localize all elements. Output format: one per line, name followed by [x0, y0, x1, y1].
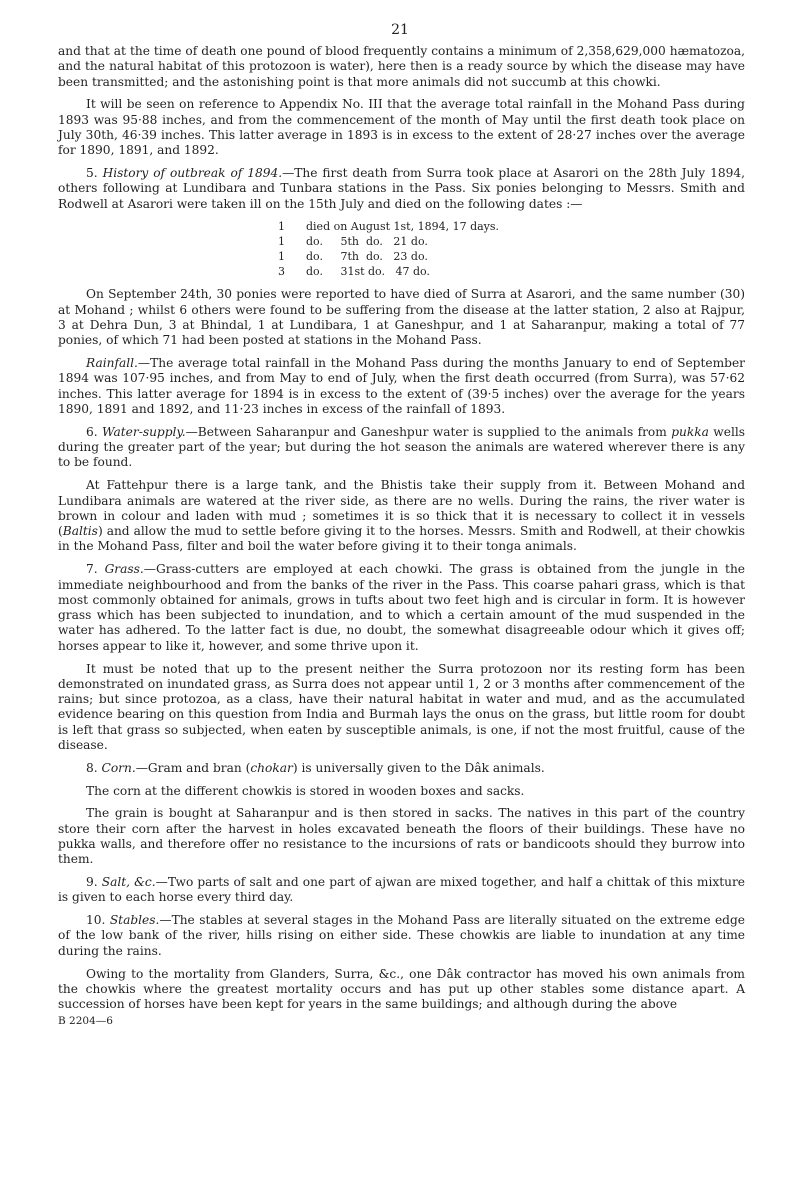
paragraph: It will be seen on reference to Appendix No. III that the average total rainfall in the Mohand Pass during 1893 was 95·88 inches, and from the commencement of the month of May until the first death took place on July 30th, 46·39 inches. This latter average in 1893 is in excess to the extent of 28·27 inches over the average for 1890, 1891, and 1892.	[58, 97, 745, 158]
section-heading: Corn.	[101, 760, 136, 775]
term-chokar: chokar	[250, 760, 293, 775]
deaths-detail: do. 7th do. 23 do.	[306, 250, 428, 264]
deaths-row	[278, 264, 745, 279]
term-pukka: pukka	[671, 424, 709, 439]
deaths-detail: do. 31st do. 47 do.	[306, 265, 430, 279]
deaths-table	[278, 219, 745, 279]
section-text: —The stables at several stages in the Mohand Pass are literally situated on the extreme edge of the low bank of the river, hills rising on either side. These chowkis are liable to inundation at any time during the rains.	[58, 913, 745, 958]
term-baltis: Baltis	[62, 524, 98, 539]
section-water-supply	[58, 425, 745, 471]
deaths-count: 1	[278, 250, 285, 264]
section-number: 10.	[86, 913, 106, 928]
section-corn	[58, 761, 745, 776]
section-text: —Between Saharanpur and Ganeshpur water is supplied to the animals from	[185, 424, 672, 439]
paragraph: On September 24th, 30 ponies were reported to have died of Surra at Asarori, and the same number (30) at Mohand ; whilst 6 others were found to be suffering from the disease at the latter station, 2 also at Rajpur, 3 at Dehra Dun, 3 at Bhindal, 1 at Lundibara, 1 at Ganeshpur, and 1 at Saharanpur, making a total of 77 ponies, of which 71 had been posted at stations in the Mohand Pass.	[58, 287, 745, 348]
paragraph: It must be noted that up to the present neither the Surra protozoon nor its resting form has been demonstrated on inundated grass, as Surra does not appear until 1, 2 or 3 months after commencement of the rains; but since protozoa, as a class, have their natural habitat in water and mud, and as the accumulated evidence bearing on this question from India and Burmah lays the onus on the grass, but little room for doubt is left that grass so subjected, when eaten by susceptible animals, is one, if not the most fruitful, cause of the disease.	[58, 661, 745, 752]
section-rainfall	[58, 356, 745, 417]
section-text: —Gram and bran (	[135, 760, 251, 775]
section-grass	[58, 562, 745, 654]
section-heading: Water-supply.	[102, 424, 186, 439]
deaths-detail: do. 5th do. 21 do.	[306, 235, 428, 249]
section-number: 8.	[86, 760, 98, 775]
page-number: 21	[391, 22, 409, 38]
paragraph: Owing to the mortality from Glanders, Surra, &c., one Dâk contractor has moved his own animals from the chowkis where the greatest mortality occurs and has put up other stables some distance apart. A succession of horses have been kept for years in the same buildings; and although during the above	[58, 966, 745, 1012]
section-text: —The average total rainfall in the Mohand Pass during the months January to end of September 1894 was 107·95 inches, and from May to end of July, when the first death occurred (from Surra), was 57·62 inches. This latter average for 1894 is in excess to the extent of (39·5 inches) over the average for the years 1890, 1891 and 1892, and 11·23 inches in excess of the rainfall of 1893.	[58, 356, 745, 417]
section-text: ) is universally given to the Dâk animals.	[292, 760, 545, 775]
section-number: 6.	[86, 424, 98, 439]
paragraph-text: At Fattehpur there is a large tank, and the Bhistis take their supply from it. Between Mohand and Lundibara animals are watered at the river side, as there are no wells. During the rains, the river water is brown in colour and laden with mud ; sometimes it is so thick that it is necessary to collect it in vessels (	[58, 478, 745, 539]
deaths-detail: died on August 1st, 1894, 17 days.	[306, 220, 500, 234]
paragraph: and that at the time of death one pound of blood frequently contains a minimum of 2,358,629,000 hæmatozoa, and the natural habitat of this protozoon is water), here then is a ready source by which the disease may have been transmitted; and the astonishing point is that more animals did not succumb at this chowki.	[58, 44, 745, 89]
deaths-count: 1	[278, 235, 285, 249]
section-heading: Stables.	[109, 913, 160, 928]
deaths-count: 3	[278, 265, 285, 279]
section-heading: Grass.	[104, 562, 144, 577]
paragraph: The corn at the different chowkis is stored in wooden boxes and sacks.	[86, 783, 525, 798]
section-number: 5.	[86, 166, 98, 181]
paragraph-text: ) and allow the mud to settle before giving it to the horses. Messrs. Smith and Rodwell, at their chowkis in the Mohand Pass, filter and boil the water before giving it to their tonga animals.	[58, 524, 745, 554]
section-text: —Two parts of salt and one part of ajwan are mixed together, and half a chittak of this mixture is given to each horse every third day.	[58, 875, 746, 905]
deaths-row	[278, 249, 745, 264]
section-heading: Rainfall.	[86, 356, 138, 371]
body-text	[58, 44, 745, 1029]
footer-reference: B 2204—6	[58, 1014, 113, 1027]
section-heading: History of outbreak of 1894.	[102, 166, 283, 181]
section-heading: Salt, &c.	[101, 875, 156, 890]
paragraph: The grain is bought at Saharanpur and is then stored in sacks. The natives in this part of the country store their corn after the harvest in holes excavated beneath the floors of their buildings. These have no pukka walls, and therefore offer no resistance to the incursions of rats or bandicoots should they burrow into them.	[58, 806, 745, 867]
section-text: —Grass-cutters are employed at each chowki. The grass is obtained from the jungle in the immediate neighbourhood and from the banks of the river in the Pass. This coarse pahari grass, which is that most commonly obtained for animals, grows in tufts about two feet high and is circular in form. It is however grass which has been subjected to inundation, and to which a certain amount of the mud suspended in the water has adhered. To the latter fact is due, no doubt, the somewhat disagreeable odour which it gives off; horses appear to like it, however, and some thrive upon it.	[58, 562, 746, 653]
section-text: wells during the greater part of the year; but during the hot season the animals are watered wherever there is any to be found.	[58, 424, 745, 470]
section-stables	[58, 913, 745, 959]
deaths-row	[278, 234, 745, 249]
deaths-row	[278, 219, 745, 234]
section-number: 9.	[86, 875, 98, 890]
section-salt	[58, 875, 745, 906]
section-history	[58, 166, 745, 212]
paragraph	[58, 478, 745, 554]
deaths-count: 1	[278, 220, 285, 234]
section-text: —The first death from Surra took place at Asarori on the 28th July 1894, others following at Lundibara and Tunbara stations in the Pass. Six ponies belonging to Messrs. Smith and Rodwell at Asarori were taken ill on the 15th July and died on the following dates :—	[58, 166, 745, 211]
section-number: 7.	[86, 562, 98, 577]
